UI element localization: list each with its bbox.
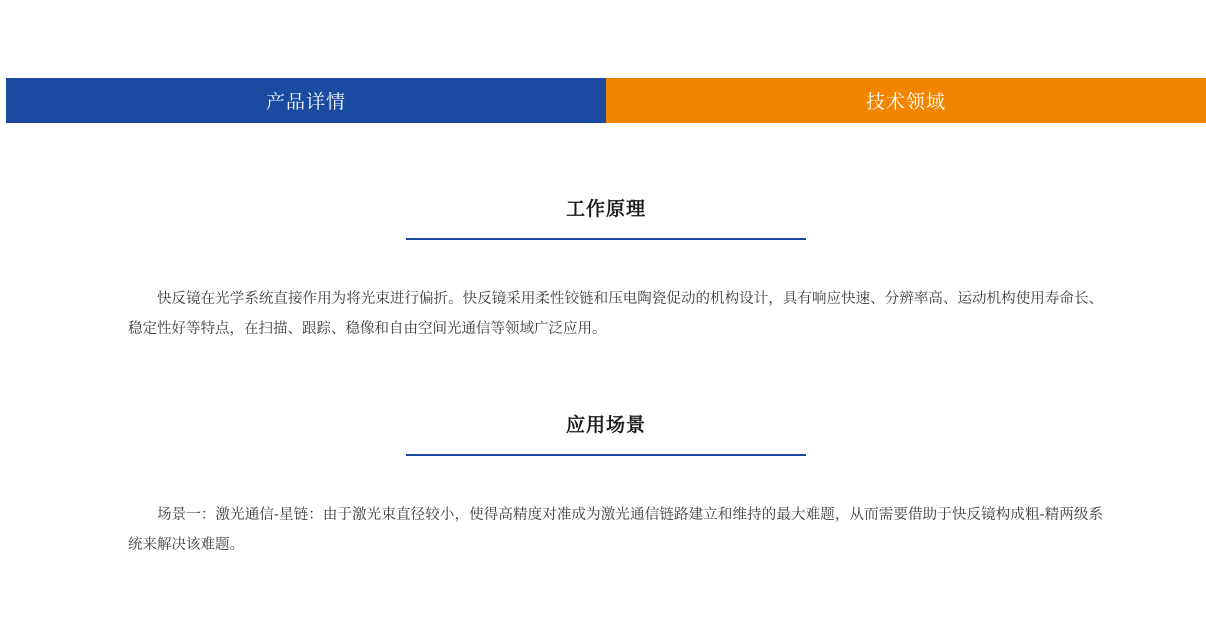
section-application-scenario-heading: 应用场景 <box>565 415 646 436</box>
section-working-principle-body <box>128 284 1103 344</box>
section-application-scenario-body <box>128 500 1103 560</box>
tab-technical-field[interactable] <box>606 78 1206 123</box>
section-working-principle-heading: 工作原理 <box>565 199 646 220</box>
section-application-scenario-divider <box>406 454 806 456</box>
section-application-scenario-paragraph: 场景一：激光通信-星链：由于激光束直径较小，使得高精度对准成为激光通信链路建立和维持的最大难题，从而需要借助于快反镜构成粗-精两级系统来解决该难题。 <box>128 507 1103 553</box>
section-application-scenario <box>6 412 1206 553</box>
tab-bar <box>6 78 1206 123</box>
section-working-principle-divider <box>406 238 806 240</box>
section-working-principle <box>6 196 1206 337</box>
tab-technical-field-label: 技术领域 <box>865 92 946 113</box>
tab-product-detail[interactable] <box>6 78 606 123</box>
section-working-principle-paragraph: 快反镜在光学系统直接作用为将光束进行偏折。快反镜采用柔性铰链和压电陶瓷促动的机构设计，具有响应快速、分辨率高、运动机构使用寿命长、稳定性好等特点，在扫描、跟踪、稳像和自由空间光通信等领域广泛应用。 <box>128 291 1103 337</box>
tab-product-detail-label: 产品详情 <box>265 92 346 113</box>
